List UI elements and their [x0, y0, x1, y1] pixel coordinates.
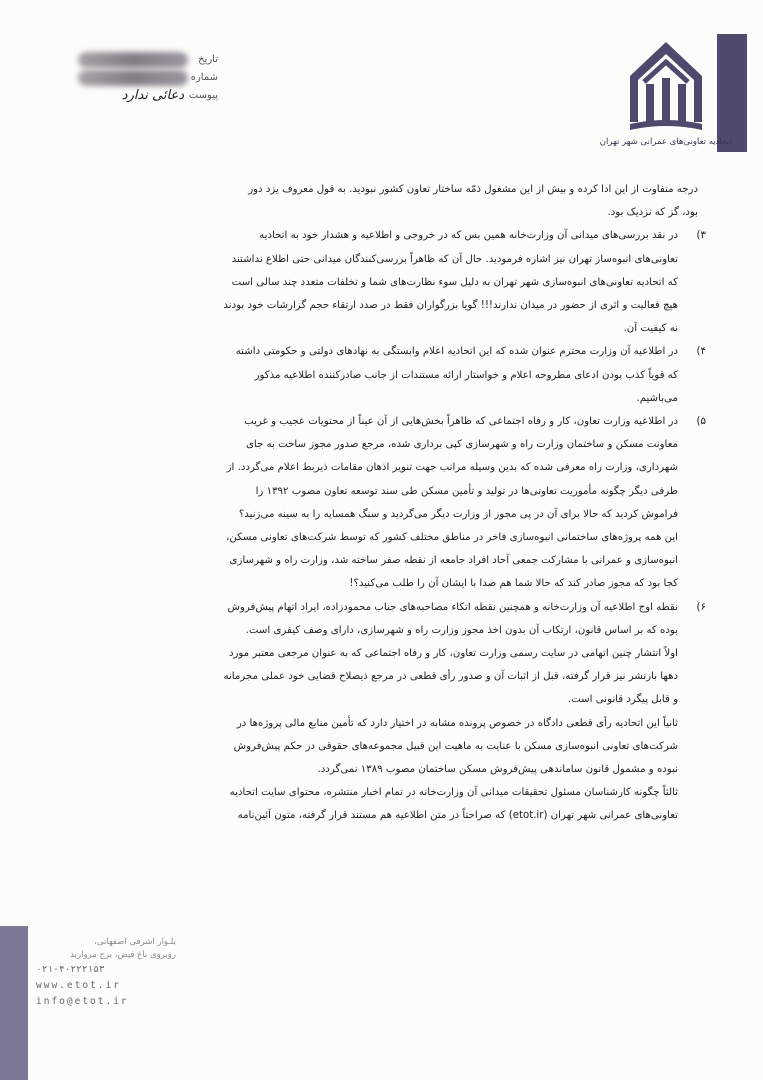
item-number: ۵)	[696, 416, 706, 428]
item-number: ۴)	[696, 346, 706, 358]
letter-body	[58, 178, 706, 828]
address-line-2: روبروی باغ فیض، برج مروارید	[70, 950, 176, 960]
footer-color-strip	[0, 926, 28, 1080]
redacted-number	[78, 70, 188, 86]
phone-number: ۰۲۱-۴۰۲۲۲۱۵۳	[36, 964, 105, 975]
brand-color-strip	[717, 34, 747, 152]
letter-footer	[36, 936, 176, 1010]
date-label: تاریخ	[198, 54, 218, 65]
sub-paragraph-second: ثانیاً این اتحادیه رأی قطعی دادگاه در خصوص پرونده مشابه در اختیار دارد که تأمین منابع مالی پروژه‌ها در شرکت‌های تعاونی انبوه‌سازی مسکن با عنایت به ماهیت این قبیل مجموعه‌های حقوقی در حکم پیش‌فروش نبوده و مشمول قانون ساماندهی پیش‌فروش مسکن ساختمان مصوب ۱۳۸۹ نمی‌گردد.	[233, 717, 678, 776]
email-link[interactable]: info@etot.ir	[36, 996, 129, 1007]
number-row	[78, 70, 218, 88]
attachment-label: پیوست	[188, 90, 218, 101]
attachment-row	[78, 88, 218, 106]
paragraph-item-5: ۵) در اطلاعیه وزارت تعاون، کار و رفاه اجتماعی که ظاهراً بخش‌هایی از آن عیناً از محتویات عجیب و غریب معاونت مسکن و ساختمان وزارت راه و شهرسازی کپی برداری شده، مرجع صدور مجوز ساخت به جای شهرداری، وزارت راه معرفی شده که بدین وسیله مراتب جهت تنویر اذهان مقامات ذیربط اعلام می‌گردد. از طرفی دیگر چگونه مأموریت تعاونی‌ها در تولید و تأمین مسکن طی سند توسعه تعاون مصوب ۱۳۹۲ را فراموش کردید که حالا برای آن در پی مجوز از وزارت دیگر می‌گردید و سنگ همسایه را به سینه می‌زنید؟ این همه پروژه‌های ساختمانی انبوه‌سازی فاخر در مناطق مختلف کشور که توسط شرکت‌های تعاونی مسکن، انبوه‌سازی و عمرانی با مشارکت جمعی آحاد افراد جامعه از نقطه صفر ساخته شد، وزارت راه و شهرسازی کجا بود که مجوز صادر کند که حالا شما هم صدا با ایشان آن را طلب می‌کنید؟!	[58, 410, 698, 596]
paragraph-item-4: ۴) در اطلاعیه آن وزارت محترم عنوان شده که این اتحادیه اعلام وابستگی به نهادهای دولتی و حکومتی داشته که قویاً کذب بودن ادعای مطروحه اعلام و خواستار ارائه مستندات از جانب صادرکننده اطلاعیه مذکور می‌باشیم.	[58, 340, 698, 410]
paragraph-item-6: ۶) نقطه اوج اطلاعیه آن وزارت‌خانه و همچنین نقطه اتکاء مصاحبه‌های جناب محمودزاده، ایراد اتهام پیش‌فروش بوده که بر اساس قانون، ارتکاب آن بدون اخذ مجوز وزارت راه و شهرسازی، دارای وصف کیفری است.	[58, 596, 698, 642]
sub-paragraph-first: اولاً انتشار چنین اتهامی در سایت رسمی وزارت تعاون، کار و رفاه اجتماعی که به عنوان مرجعی معتبر مورد دهها بازنشر نیز قرار گرفته، قبل از اثبات آن و صدور رأی قطعی در مرجع ذیصلاح قضایی خود عملی مجرمانه و قابل پیگرد قانونی است.	[223, 648, 678, 706]
number-label: شماره	[190, 72, 218, 83]
letter-meta	[78, 52, 218, 106]
date-row	[78, 52, 218, 70]
building-arch-logo-icon	[599, 34, 733, 152]
intro-paragraph: درجه متفاوت از این ادا کرده و بیش از این مشغول ذمّه ساختار تعاون کشور نبودید. به قول معروف یزد دور بود، گز که نزدیک بود.	[248, 184, 698, 219]
item-number: ۶)	[696, 601, 706, 613]
item-number: ۳)	[696, 230, 706, 242]
org-name: اتحادیه تعاونی‌های عمرانی شهر تهران	[599, 137, 733, 147]
address-line-1: بلـوار اشرفی اصفهانی،	[94, 937, 176, 947]
paragraph-item-3: ۳) در نقد بررسی‌های میدانی آن وزارت‌خانه همین بس که در خروجی و اطلاعیه و هشدار خود به اتحادیه تعاونی‌های انبوه‌ساز تهران نیز اشاره فرمودید. حال آن که ظاهراً بررسی‌کنندگان میدانی حتی اطلاع نداشتند که اتحادیه تعاونی‌های انبوه‌سازی شهر تهران به دلیل سوء نظارت‌های شما و تخلفات متعدد چند سالی است هیچ فعالیت و اثری از حضور در میدان ندارند!!! گویا بزرگواران فقط در صدد ارتقاء حجم گزارشات خود بودند نه کیفیت آن.	[58, 224, 698, 340]
website-link[interactable]: www.etot.ir	[36, 980, 121, 991]
redacted-date	[78, 52, 188, 68]
sub-paragraph-third: ثالثاً چگونه کارشناسان مسئول تحقیقات میدانی آن وزارت‌خانه در تمام اخبار منتشره، محتوای سایت اتحادیه تعاونی‌های عمرانی شهر تهران (etot.ir) که صراحتاً در متن اطلاعیه هم مستند قرار گرفته، متون آئین‌نامه	[229, 787, 678, 822]
attachment-handwritten-value: دعائی ندارد	[121, 88, 184, 103]
